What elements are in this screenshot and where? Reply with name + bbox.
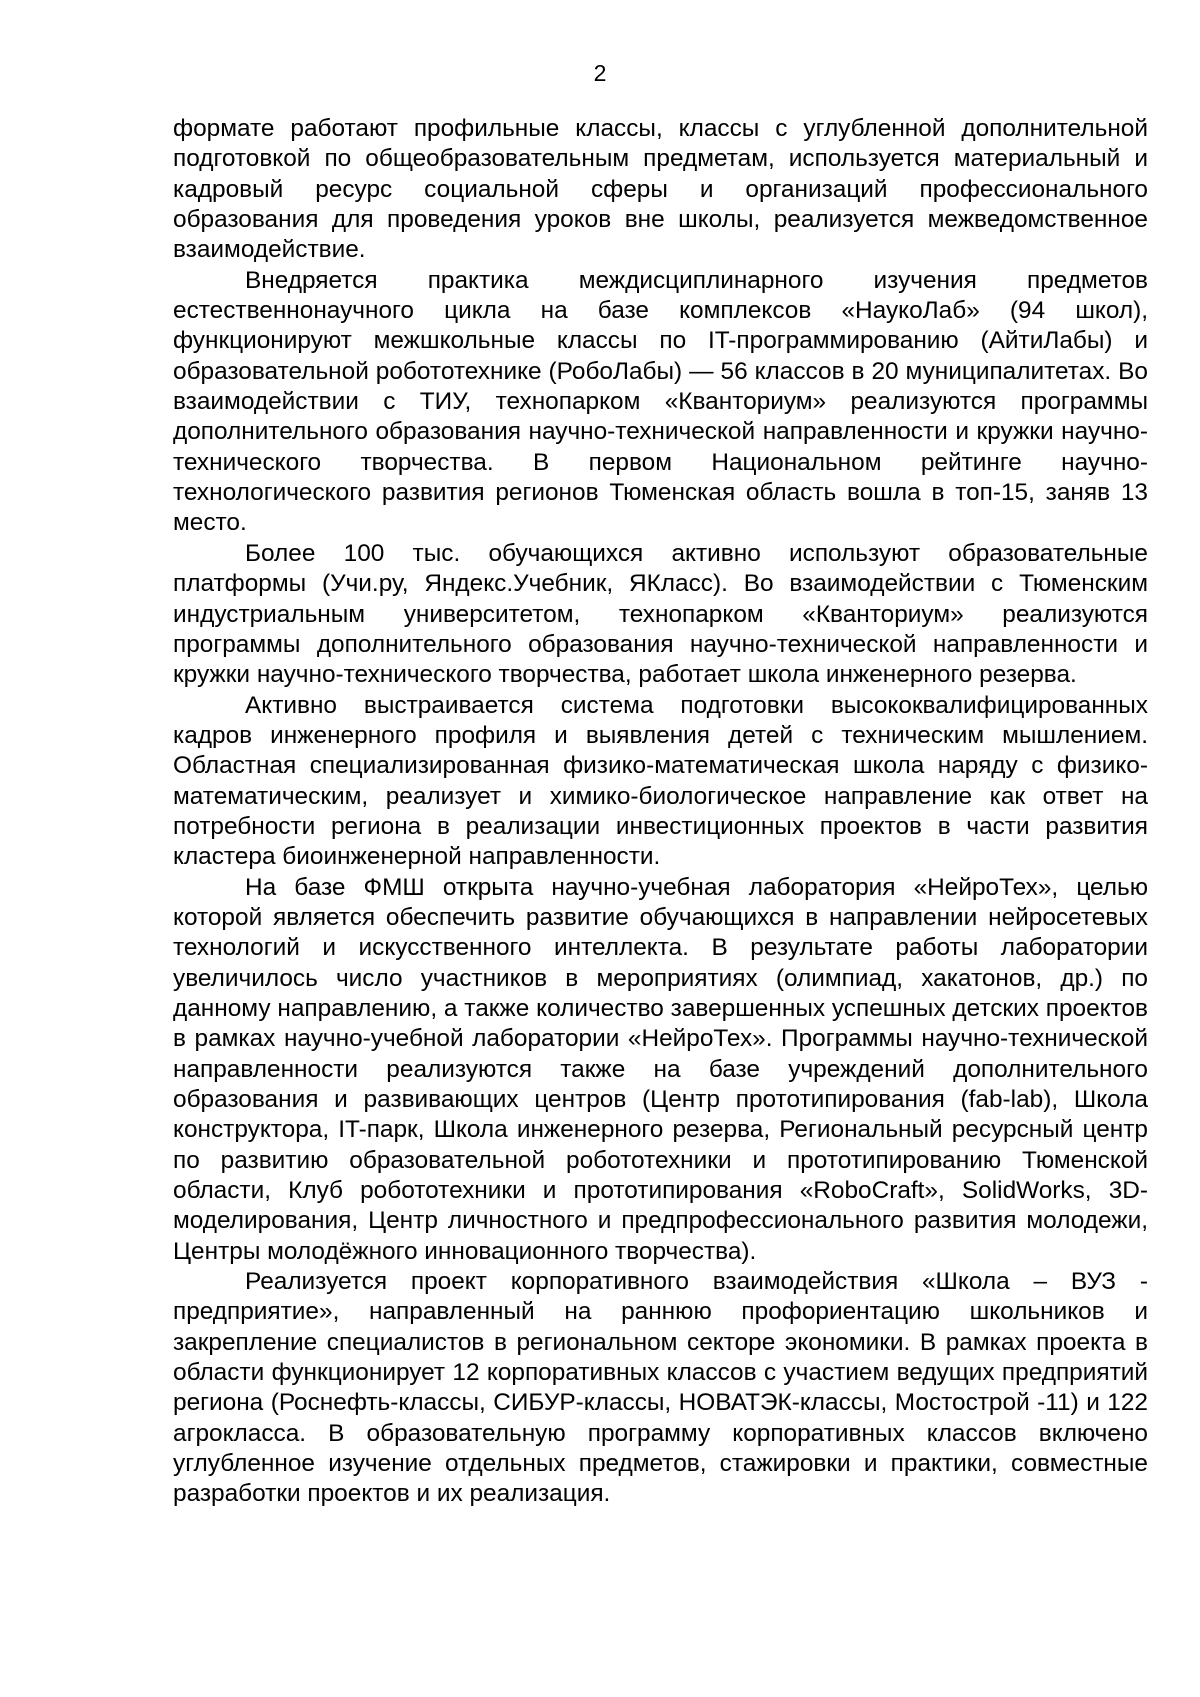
- document-body: [173, 114, 1148, 1510]
- paragraph-continuation: формате работают профильные классы, классы с углубленной дополнительной подготовкой по общеобразовательным предметам, используется материальный и кадровый ресурс социальной сферы и организаций профессионального образования для проведения уроков вне школы, реализуется межведомственное взаимодействие.: [173, 115, 1148, 264]
- paragraph-interdisciplinary-study: Внедряется практика междисциплинарного изучения предметов естественнонаучного цикла на базе комплексов «НаукоЛаб» (94 школ), функционируют межшкольные классы по IT-программированию (АйтиЛабы) и образовательной робототехнике (РобоЛабы) — 56 классов в 20 муниципалитетах. Во взаимодействии с ТИУ, технопарком «Кванториум» реализуются программы дополнительного образования научно-технической направленности и кружки научно-технического творчества. В первом Национальном рейтинге научно-технологического развития регионов Тюменская область вошла в топ-15, заняв 13 место.: [173, 266, 1148, 537]
- page-number: 2: [593, 60, 607, 86]
- paragraph-engineering-personnel: Активно выстраивается система подготовки высококвалифицированных кадров инженерного профиля и выявления детей с техническим мышлением. Областная специализированная физико-математическая школа наряду с физико-математическим, реализует и химико-биологическое направление как ответ на потребности региона в реализации инвестиционных проектов в части развития кластера биоинженерной направленности.: [173, 691, 1148, 871]
- paragraph-corporate-project: Реализуется проект корпоративного взаимодействия «Школа – ВУЗ - предприятие», направленный на раннюю профориентацию школьников и закрепление специалистов в региональном секторе экономики. В рамках проекта в области функционирует 12 корпоративных классов с участием ведущих предприятий региона (Роснефть-классы, СИБУР-классы, НОВАТЭК-классы, Мостострой -11) и 122 агрокласса. В образовательную программу корпоративных классов включено углубленное изучение отдельных предметов, стажировки и практики, совместные разработки проектов и их реализация.: [173, 1268, 1148, 1508]
- paragraph-neurotech-lab: На базе ФМШ открыта научно-учебная лаборатория «НейроТех», целью которой является обеспечить развитие обучающихся в направлении нейросетевых технологий и искусственного интеллекта. В результате работы лаборатории увеличилось число участников в мероприятиях (олимпиад, хакатонов, др.) по данному направлению, а также количество завершенных успешных детских проектов в рамках научно-учебной лаборатории «НейроТех». Программы научно-технической направленности реализуются также на базе учреждений дополнительного образования и развивающих центров (Центр прототипирования (fab-lab), Школа конструктора, IT-парк, Школа инженерного резерва, Региональный ресурсный центр по развитию образовательной робототехники и прототипированию Тюменской области, Клуб робототехники и прототипирования «RoboCraft», SolidWorks, 3D-моделирования, Центр личностного и предпрофессионального развития молодежи, Центры молодёжного инновационного творчества).: [173, 873, 1148, 1265]
- paragraph-educational-platforms: Более 100 тыс. обучающихся активно используют образовательные платформы (Учи.ру, Яндекс.Учебник, ЯКласс). Во взаимодействии с Тюменским индустриальным университетом, технопарком «Кванториум» реализуются программы дополнительного образования научно-технической направленности и кружки научно-технического творчества, работает школа инженерного резерва.: [173, 539, 1148, 689]
